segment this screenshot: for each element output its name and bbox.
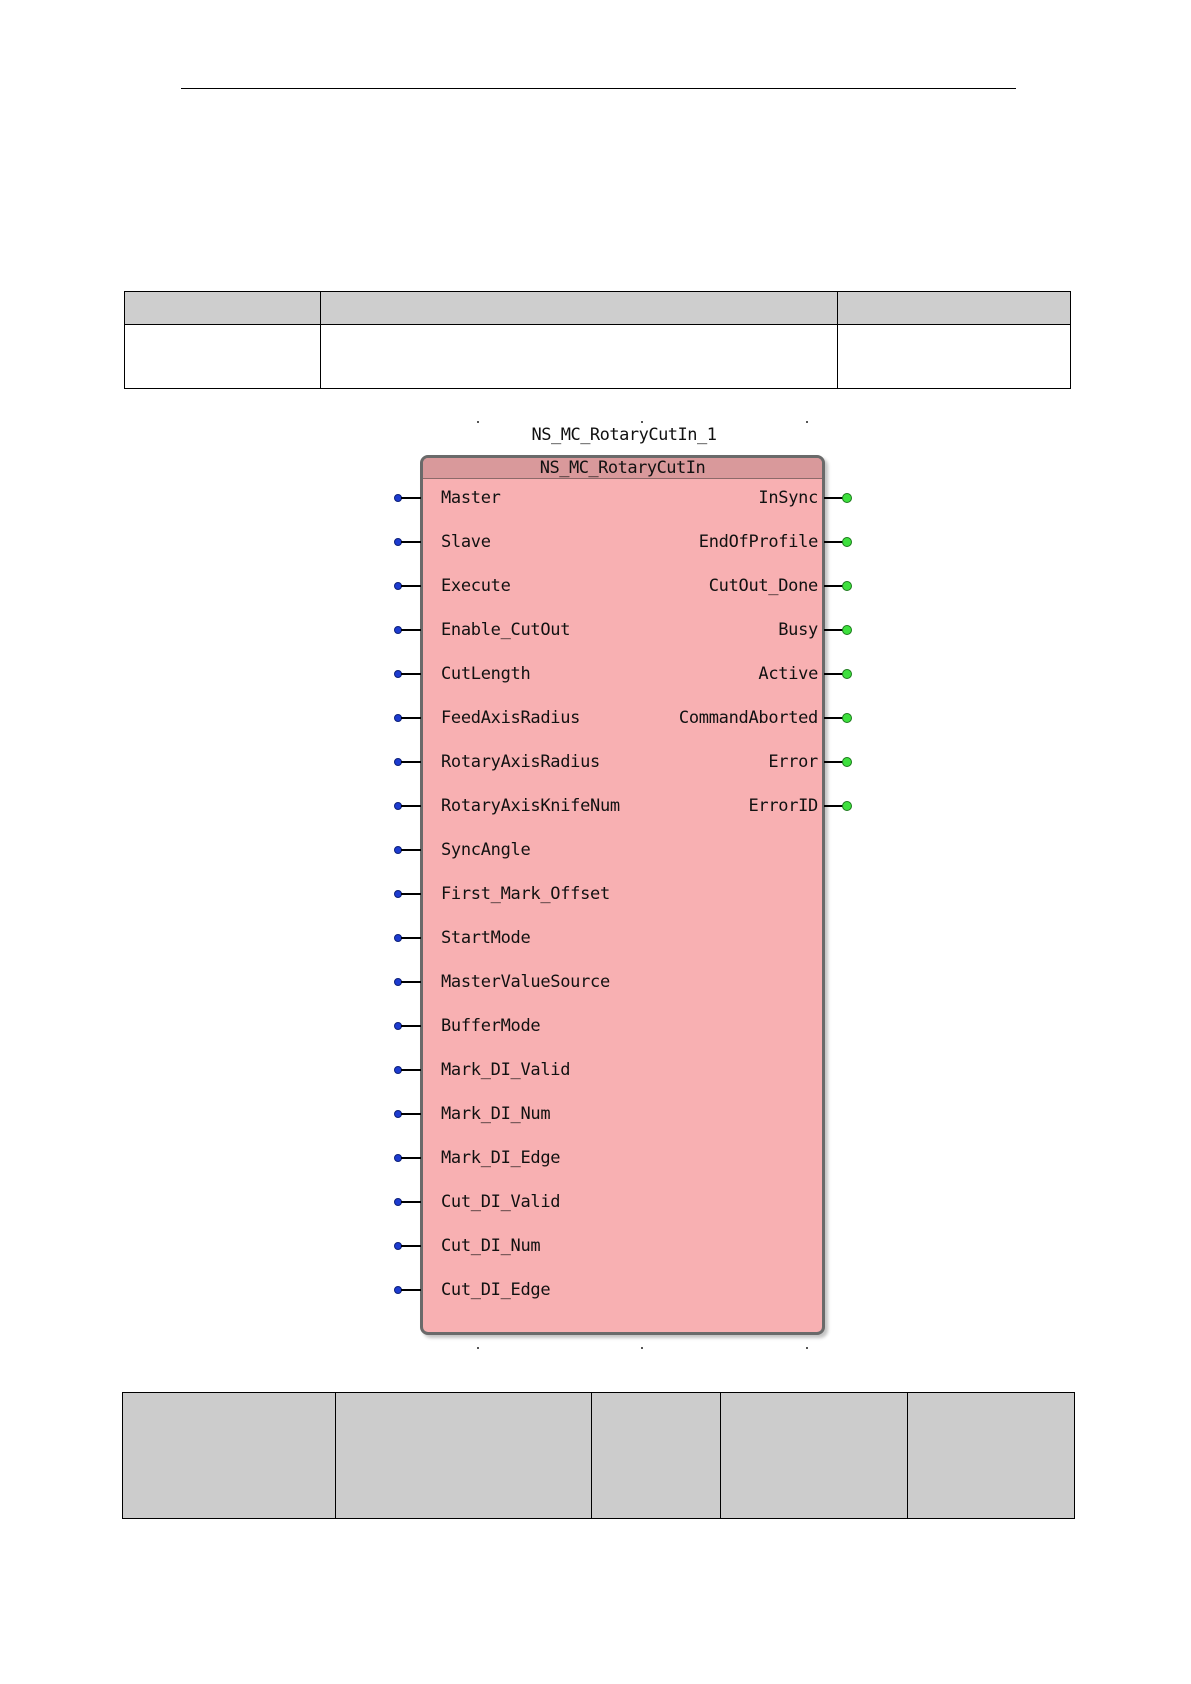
bottom-table-header-cell [336,1393,592,1519]
output-pin-connector[interactable] [824,712,854,724]
input-pin-label: MasterValueSource [441,972,610,992]
input-pin-connector[interactable] [393,1108,421,1120]
output-pin-connector[interactable] [824,756,854,768]
input-pin-label: FeedAxisRadius [441,708,581,728]
top-table-cell [125,325,321,389]
grid-dot [641,421,643,423]
input-pin-label: Mark_DI_Valid [441,1060,571,1080]
input-pin-label: Execute [441,576,511,596]
input-pin-connector[interactable] [393,624,421,636]
fb-type-name: NS_MC_RotaryCutIn [423,458,822,479]
output-pin-label: Error [768,752,818,772]
input-pin-connector[interactable] [393,1240,421,1252]
input-pin-connector[interactable] [393,1020,421,1032]
output-pin-label: EndOfProfile [698,532,818,552]
top-table-header-row [125,292,1071,325]
output-pin-label: CutOut_Done [708,576,818,596]
output-pin-label: InSync [758,488,818,508]
grid-dot [641,1347,643,1349]
top-table-header-cell [125,292,321,325]
top-table-cell [838,325,1071,389]
input-pin-label: CutLength [441,664,531,684]
output-pin-label: Busy [778,620,818,640]
output-pin-connector[interactable] [824,492,854,504]
input-pin-label: SyncAngle [441,840,531,860]
bottom-table [122,1392,1075,1519]
input-pin-label: Cut_DI_Num [441,1236,541,1256]
top-table-header-cell [838,292,1071,325]
input-pin-label: Cut_DI_Valid [441,1192,561,1212]
output-pin-label: Active [758,664,818,684]
input-pin-connector[interactable] [393,800,421,812]
bottom-table-header-cell [908,1393,1075,1519]
input-pin-connector[interactable] [393,1064,421,1076]
output-pin-connector[interactable] [824,800,854,812]
input-pin-connector[interactable] [393,756,421,768]
input-pin-label: RotaryAxisRadius [441,752,600,772]
input-pin-label: StartMode [441,928,531,948]
top-table [124,291,1071,389]
input-pin-connector[interactable] [393,1152,421,1164]
input-pin-label: Mark_DI_Edge [441,1148,561,1168]
bottom-table-header-cell [592,1393,721,1519]
output-pin-connector[interactable] [824,668,854,680]
output-pin-connector[interactable] [824,580,854,592]
input-pin-label: RotaryAxisKnifeNum [441,796,620,816]
bottom-table-header-cell [123,1393,336,1519]
input-pin-connector[interactable] [393,1284,421,1296]
input-pin-label: Slave [441,532,491,552]
input-pin-connector[interactable] [393,976,421,988]
input-pin-label: BufferMode [441,1016,541,1036]
input-pin-label: Master [441,488,501,508]
input-pin-connector[interactable] [393,888,421,900]
input-pin-connector[interactable] [393,712,421,724]
input-pin-connector[interactable] [393,580,421,592]
bottom-table-header-cell [721,1393,908,1519]
grid-dot [477,1347,479,1349]
output-pin-label: ErrorID [748,796,818,816]
grid-dot [806,1347,808,1349]
input-pin-connector[interactable] [393,536,421,548]
page-header-rule [181,88,1016,89]
input-pin-label: First_Mark_Offset [441,884,610,904]
input-pin-connector[interactable] [393,932,421,944]
bottom-table-header-row [123,1393,1075,1519]
fb-instance-name: NS_MC_RotaryCutIn_1 [531,425,717,445]
input-pin-label: Enable_CutOut [441,620,571,640]
output-pin-connector[interactable] [824,624,854,636]
top-table-row [125,325,1071,389]
top-table-header-cell [321,292,838,325]
input-pin-label: Cut_DI_Edge [441,1280,551,1300]
input-pin-connector[interactable] [393,1196,421,1208]
top-table-cell [321,325,838,389]
input-pin-connector[interactable] [393,668,421,680]
input-pin-label: Mark_DI_Num [441,1104,551,1124]
output-pin-connector[interactable] [824,536,854,548]
input-pin-connector[interactable] [393,492,421,504]
grid-dot [477,421,479,423]
input-pin-connector[interactable] [393,844,421,856]
output-pin-label: CommandAborted [678,708,818,728]
grid-dot [806,421,808,423]
